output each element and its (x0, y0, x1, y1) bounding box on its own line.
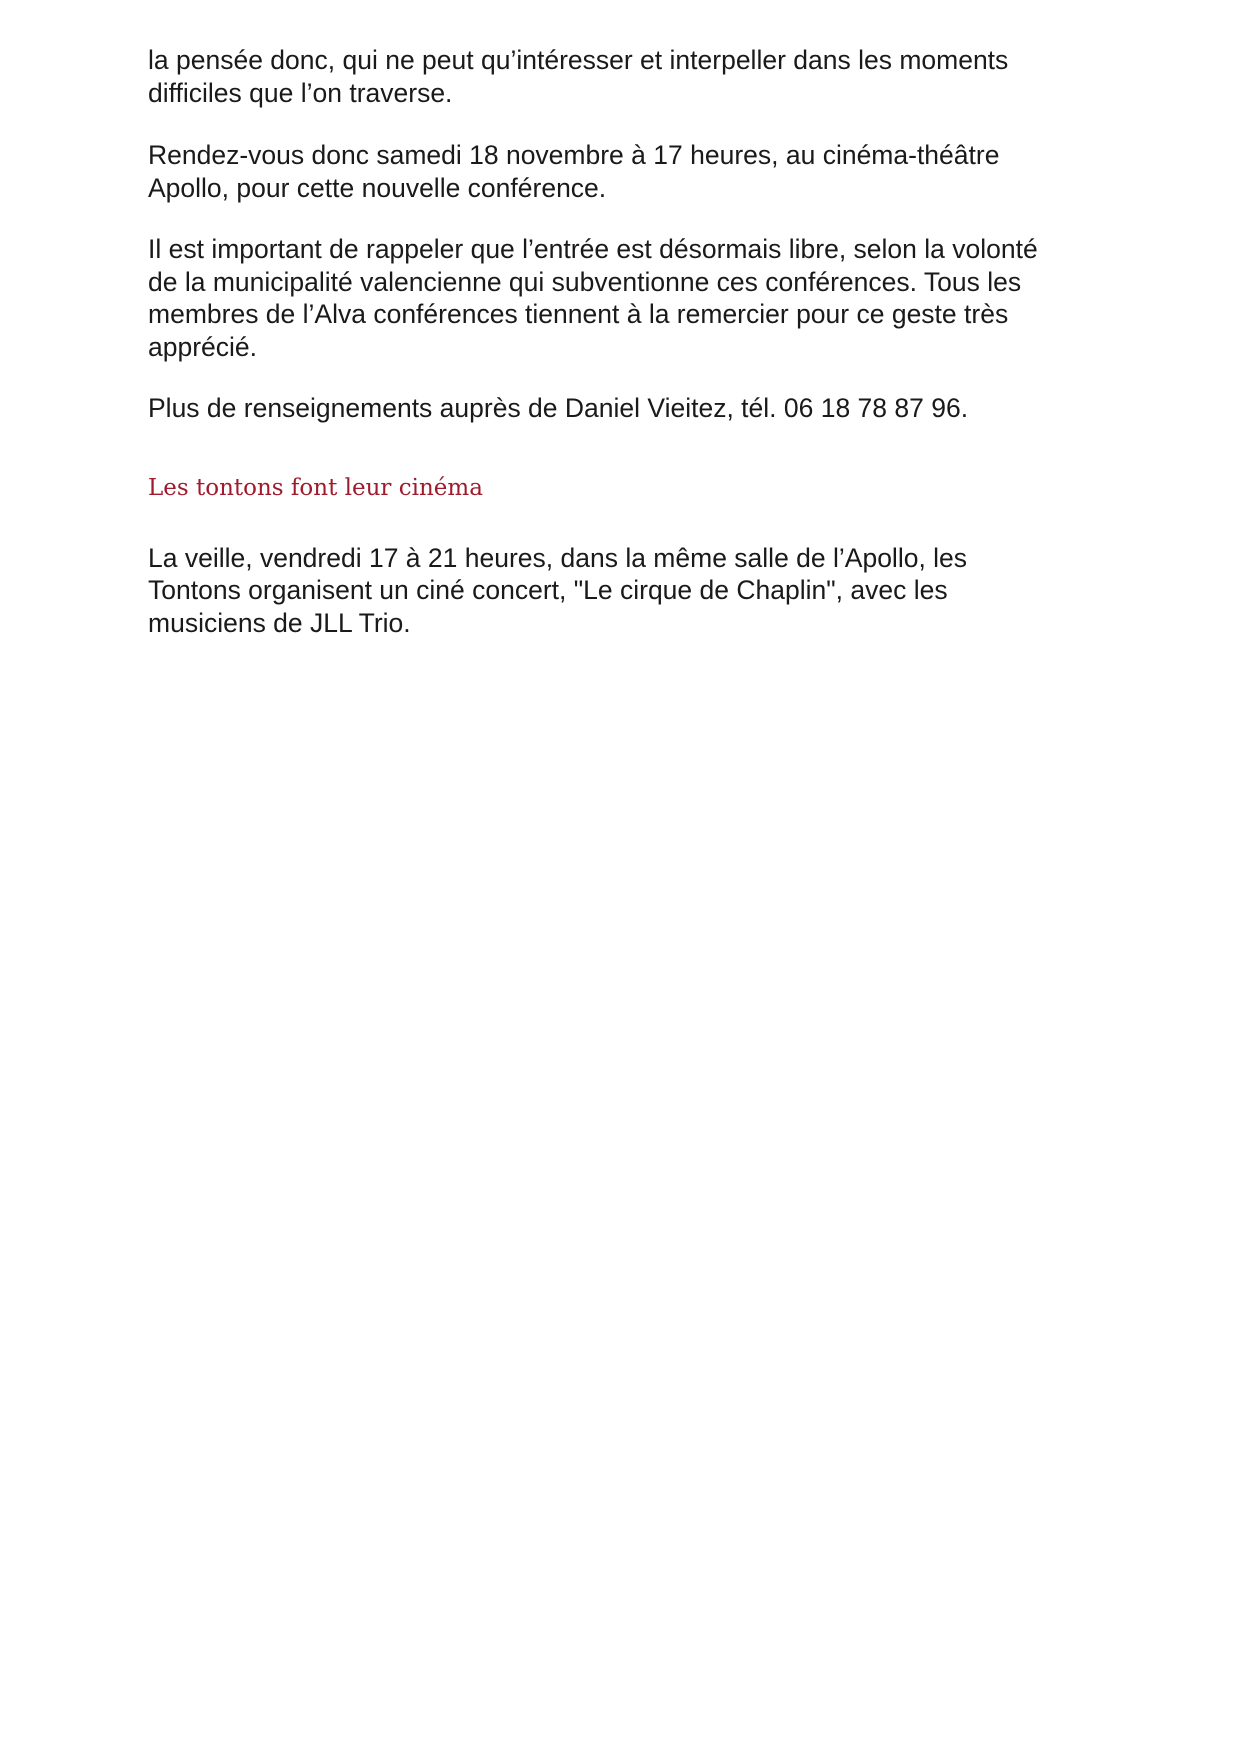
paragraph-intro-continuation: la pensée donc, qui ne peut qu’intéresser et interpeller dans les moments difficiles que l’on traverse. (148, 45, 1009, 108)
paragraph-cine-concert: La veille, vendredi 17 à 21 heures, dans la même salle de l’Apollo, les Tontons organisent un ciné concert, "Le cirque de Chaplin", avec les musiciens de JLL Trio. (148, 542, 968, 638)
article-body (148, 44, 1108, 639)
paragraph-free-entry: Il est important de rappeler que l’entrée est désormais libre, selon la volonté de la municipalité valencienne qui subventionne ces conférences. Tous les membres de l’Alva conférences tiennent à la remercier pour ce geste très apprécié. (148, 234, 1038, 362)
paragraph-contact-info: Plus de renseignements auprès de Daniel Vieitez, tél. 06 18 78 87 96. (148, 393, 969, 423)
section-heading: Les tontons font leur cinéma (148, 474, 483, 501)
paragraph-event-date: Rendez-vous donc samedi 18 novembre à 17 heures, au cinéma-théâtre Apollo, pour cette nouvelle conférence. (148, 140, 1000, 203)
